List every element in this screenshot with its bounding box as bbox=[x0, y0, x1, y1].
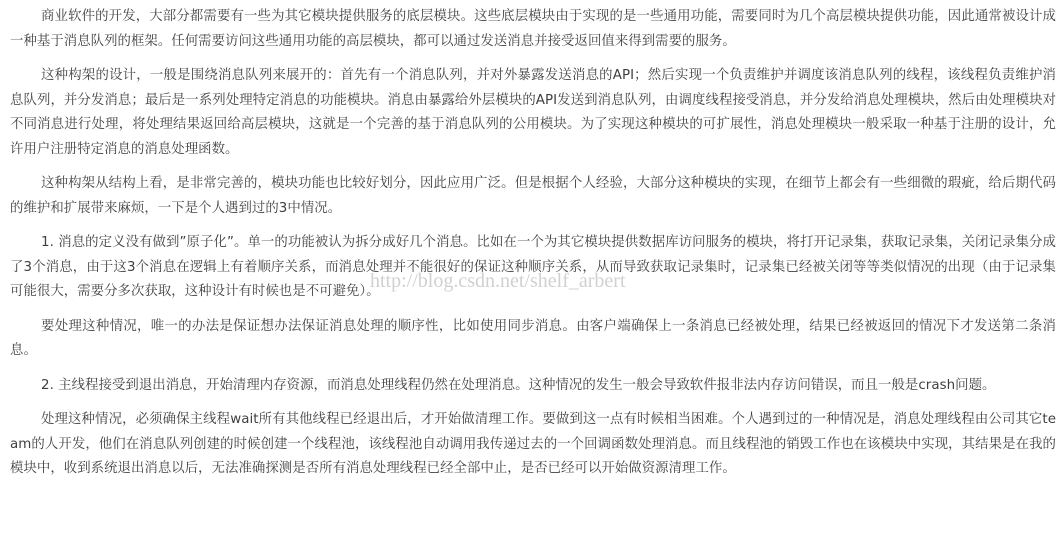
article-body bbox=[10, 5, 1056, 492]
paragraph-assessment: 这种构架从结构上看，是非常完善的，模块功能也比较好划分，因此应用广泛。但是根据个人经验，大部分这种模块的实现，在细节上都会有一些细微的瑕疵，给后期代码的维护和扩展带来麻烦，一下是个人遇到过的3中情况。 bbox=[10, 176, 1056, 216]
paragraph-issue-1: 1. 消息的定义没有做到”原子化”。单一的功能被认为拆分成好几个消息。比如在一个为其它模块提供数据库访问服务的模块，将打开记录集，获取记录集，关闭记录集分成了3个消息，由于这3个消息在逻辑上有着顺序关系，而消息处理并不能很好的保证这种顺序关系，从而导致获取记录集时，记录集已经被关闭等等类似情况的出现（由于记录集可能很大，需要分多次获取，这种设计有时候也是不可避免）。 bbox=[10, 235, 1056, 299]
paragraph-intro: 商业软件的开发，大部分都需要有一些为其它模块提供服务的底层模块。这些底层模块由于实现的是一些通用功能，需要同时为几个高层模块提供功能，因此通常被设计成一种基于消息队列的框架。任何需要访问这些通用功能的高层模块，都可以通过发送消息并接受返回值来得到需要的服务。 bbox=[10, 9, 1056, 49]
paragraph-issue-1-solution: 要处理这种情况，唯一的办法是保证想办法保证消息处理的顺序性，比如使用同步消息。由客户端确保上一条消息已经被处理，结果已经被返回的情况下才发送第二条消息。 bbox=[10, 318, 1056, 358]
paragraph-issue-2: 2. 主线程接受到退出消息，开始清理内存资源，而消息处理线程仍然在处理消息。这种情况的发生一般会导致软件报非法内存访问错误，而且一般是crash问题。 bbox=[41, 377, 996, 393]
paragraph-issue-2-solution: 处理这种情况，必须确保主线程wait所有其他线程已经退出后，才开始做清理工作。要做到这一点有时候相当困难。个人遇到过的一种情况是，消息处理线程由公司其它team的人开发，他们在消息队列创建的时候创建一个线程池，该线程池自动调用我传递过去的一个回调函数处理消息。而且线程池的销毁工作也在该模块中实现，其结果是在我的模块中，收到系统退出消息以后，无法准确探测是否所有消息处理线程已经全部中止，是否已经可以开始做资源清理工作。 bbox=[10, 412, 1056, 476]
blog-watermark: http://blog.csdn.net/shelf_arbert bbox=[370, 270, 626, 292]
paragraph-architecture: 这种构架的设计，一般是围绕消息队列来展开的：首先有一个消息队列，并对外暴露发送消息的API；然后实现一个负责维护并调度该消息队列的线程，该线程负责维护消息队列，并分发消息；最后是一系列处理特定消息的功能模块。消息由暴露给外层模块的API发送到消息队列，由调度线程接受消息，并分发给消息处理模块，然后由处理模块对不同消息进行处理，将处理结果返回给高层模块，这就是一个完善的基于消息队列的公用模块。为了实现这种模块的可扩展性，消息处理模块一般采取一种基于注册的设计，允许用户注册特定消息的消息处理函数。 bbox=[10, 68, 1056, 157]
